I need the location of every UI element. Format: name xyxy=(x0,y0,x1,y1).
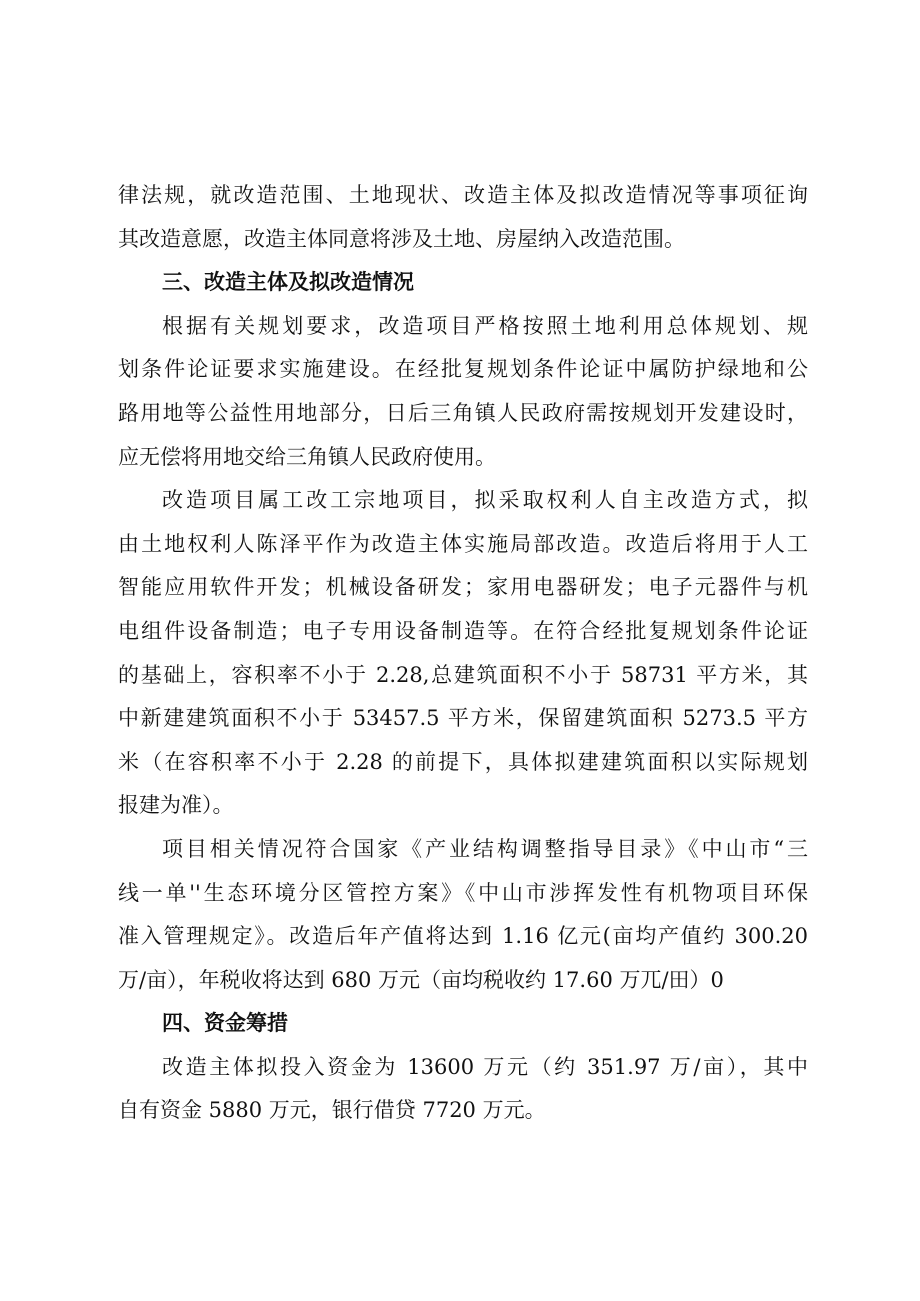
body-line: 划条件论证要求实施建设。在经批复规划条件论证中属防护绿地和公 xyxy=(118,357,808,382)
body-line: 其改造意愿，改造主体同意将涉及土地、房屋纳入改造范围。 xyxy=(118,226,685,251)
body-line: 自有资金 5880 万元，银行借贷 7720 万元。 xyxy=(118,1098,546,1123)
section-heading: 三、改造主体及拟改造情况 xyxy=(162,270,414,295)
document-body xyxy=(118,174,808,1133)
body-line: 由土地权利人陈泽平作为改造主体实施局部改造。改造后将用于人工 xyxy=(118,531,808,556)
body-line: 电组件设备制造；电子专用设备制造等。在符合经批复规划条件论证 xyxy=(118,618,808,643)
body-line: 米（在容积率不小于 2.28 的前提下，具体拟建建筑面积以实际规划 xyxy=(118,749,808,774)
body-line: 律法规，就改造范围、土地现状、改造主体及拟改造情况等事项征询 xyxy=(118,183,808,207)
body-line: 中新建建筑面积不小于 53457.5 平方米，保留建筑面积 5273.5 平方 xyxy=(118,706,808,731)
body-line: 的基础上，容积率不小于 2.28,总建筑面积不小于 58731 平方米，其 xyxy=(118,662,808,687)
body-line: 线一单''生态环境分区管控方案》《中山市涉挥发性有机物项目环保 xyxy=(118,880,808,905)
paragraph-first-line: 改造项目属工改工宗地项目，拟采取权利人自主改造方式，拟 xyxy=(162,488,808,513)
body-line: 准入管理规定》。改造后年产值将达到 1.16 亿元(亩均产值约 300.20 xyxy=(118,924,808,949)
body-line: 路用地等公益性用地部分，日后三角镇人民政府需按规划开发建设时， xyxy=(118,400,808,425)
paragraph-first-line: 根据有关规划要求，改造项目严格按照土地利用总体规划、规 xyxy=(162,313,808,338)
body-line: 万/亩），年税收将达到 680 万元（亩均税收约 17.60 万兀/田）0 xyxy=(118,967,724,992)
section-heading: 四、资金筹措 xyxy=(162,1011,288,1036)
body-line: 应无偿将用地交给三角镇人民政府使用。 xyxy=(118,444,496,469)
body-line: 报建为准）。 xyxy=(118,793,234,818)
paragraph-first-line: 改造主体拟投入资金为 13600 万元（约 351.97 万/亩），其中 xyxy=(162,1054,808,1079)
paragraph-first-line: 项目相关情况符合国家《产业结构调整指导目录》《中山市“三 xyxy=(162,836,808,861)
body-line: 智能应用软件开发；机械设备研发；家用电器研发；电子元器件与机 xyxy=(118,575,808,600)
